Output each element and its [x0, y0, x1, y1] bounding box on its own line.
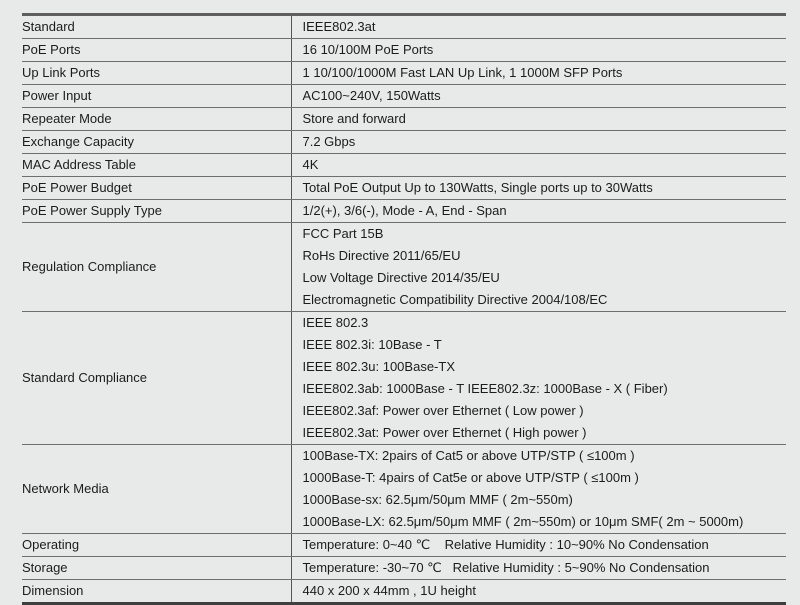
spec-value-cell — [291, 15, 786, 39]
spec-sheet — [22, 13, 786, 605]
spec-value-cell — [291, 131, 786, 154]
spec-value-cell — [291, 39, 786, 62]
spec-value-line: IEEE802.3at: Power over Ethernet ( High power ) — [302, 425, 587, 440]
spec-value-line: Temperature: 0~40 ℃ Relative Humidity : 10~90% No Condensation — [302, 537, 709, 552]
spec-value-cell — [291, 557, 786, 580]
spec-value-line: IEEE802.3at — [302, 19, 376, 34]
spec-row — [22, 177, 786, 200]
spec-table-body — [22, 15, 786, 604]
spec-value-line: FCC Part 15B — [302, 226, 384, 241]
spec-row — [22, 108, 786, 131]
spec-value-line: Store and forward — [302, 111, 406, 126]
spec-label: Dimension — [22, 583, 84, 598]
spec-value-line: IEEE802.3af: Power over Ethernet ( Low power ) — [302, 403, 584, 418]
spec-value-cell — [291, 108, 786, 131]
spec-value-line: IEEE802.3ab: 1000Base - T IEEE802.3z: 1000Base - X ( Fiber) — [302, 381, 668, 396]
spec-row — [22, 534, 786, 557]
spec-value-cell — [291, 177, 786, 200]
spec-label: Power Input — [22, 88, 92, 103]
spec-value-cell — [291, 534, 786, 557]
spec-value-cell — [291, 154, 786, 177]
spec-row — [22, 85, 786, 108]
spec-value-line: AC100~240V, 150Watts — [302, 88, 441, 103]
spec-row — [22, 312, 786, 445]
spec-value-cell — [291, 200, 786, 223]
spec-label-cell — [22, 15, 291, 39]
spec-label-cell — [22, 85, 291, 108]
spec-value-line: 1/2(+), 3/6(-), Mode - A, End - Span — [302, 203, 507, 218]
spec-label: Exchange Capacity — [22, 134, 135, 149]
spec-value-line: IEEE 802.3 — [302, 315, 369, 330]
spec-value-line: IEEE 802.3i: 10Base - T — [302, 337, 442, 352]
spec-value-line: 1000Base-T: 4pairs of Cat5e or above UTP/STP ( ≤100m ) — [302, 470, 639, 485]
spec-row — [22, 154, 786, 177]
spec-value-line: 7.2 Gbps — [302, 134, 356, 149]
spec-row — [22, 200, 786, 223]
spec-label: Operating — [22, 537, 80, 552]
spec-value-line: IEEE 802.3u: 100Base-TX — [302, 359, 455, 374]
spec-row — [22, 131, 786, 154]
spec-label-cell — [22, 108, 291, 131]
spec-value-line: 440 x 200 x 44mm , 1U height — [302, 583, 476, 598]
spec-label: Standard Compliance — [22, 370, 148, 385]
spec-label-cell — [22, 154, 291, 177]
spec-row — [22, 15, 786, 39]
spec-value-cell — [291, 445, 786, 534]
spec-value-line: RoHs Directive 2011/65/EU — [302, 248, 461, 263]
spec-label: PoE Power Budget — [22, 180, 132, 195]
spec-label-cell — [22, 200, 291, 223]
spec-value-line: Electromagnetic Compatibility Directive 2004/108/EC — [302, 292, 608, 307]
spec-value-cell — [291, 223, 786, 312]
spec-label: PoE Power Supply Type — [22, 203, 162, 218]
spec-value-line: 4K — [302, 157, 319, 172]
spec-row — [22, 557, 786, 580]
spec-table — [22, 13, 786, 605]
spec-label: MAC Address Table — [22, 157, 136, 172]
spec-value-line: 100Base-TX: 2pairs of Cat5 or above UTP/STP ( ≤100m ) — [302, 448, 635, 463]
spec-value-cell — [291, 85, 786, 108]
spec-value-cell — [291, 312, 786, 445]
spec-value-line: 1 10/100/1000M Fast LAN Up Link, 1 1000M SFP Ports — [302, 65, 623, 80]
spec-label: Standard — [22, 19, 75, 34]
spec-value-line: 1000Base-sx: 62.5μm/50μm MMF ( 2m~550m) — [302, 492, 573, 507]
spec-value-line: 16 10/100M PoE Ports — [302, 42, 434, 57]
spec-label-cell — [22, 39, 291, 62]
spec-label-cell — [22, 62, 291, 85]
spec-row — [22, 223, 786, 312]
spec-label: Regulation Compliance — [22, 259, 157, 274]
spec-value-cell — [291, 62, 786, 85]
spec-row — [22, 39, 786, 62]
spec-value-line: 1000Base-LX: 62.5μm/50μm MMF ( 2m~550m) or 10μm SMF( 2m ~ 5000m) — [302, 514, 744, 529]
spec-label-cell — [22, 177, 291, 200]
spec-label: Up Link Ports — [22, 65, 101, 80]
spec-label: Repeater Mode — [22, 111, 112, 126]
spec-label-cell — [22, 445, 291, 534]
spec-label: Storage — [22, 560, 68, 575]
spec-label: Network Media — [22, 481, 109, 496]
spec-label-cell — [22, 223, 291, 312]
spec-row — [22, 445, 786, 534]
spec-label-cell — [22, 534, 291, 557]
spec-value-line: Low Voltage Directive 2014/35/EU — [302, 270, 500, 285]
spec-label-cell — [22, 312, 291, 445]
spec-value-line: Total PoE Output Up to 130Watts, Single ports up to 30Watts — [302, 180, 653, 195]
spec-label-cell — [22, 131, 291, 154]
spec-label: PoE Ports — [22, 42, 81, 57]
spec-label-cell — [22, 557, 291, 580]
spec-value-line: Temperature: -30~70 ℃ Relative Humidity : 5~90% No Condensation — [302, 560, 710, 575]
spec-row — [22, 62, 786, 85]
